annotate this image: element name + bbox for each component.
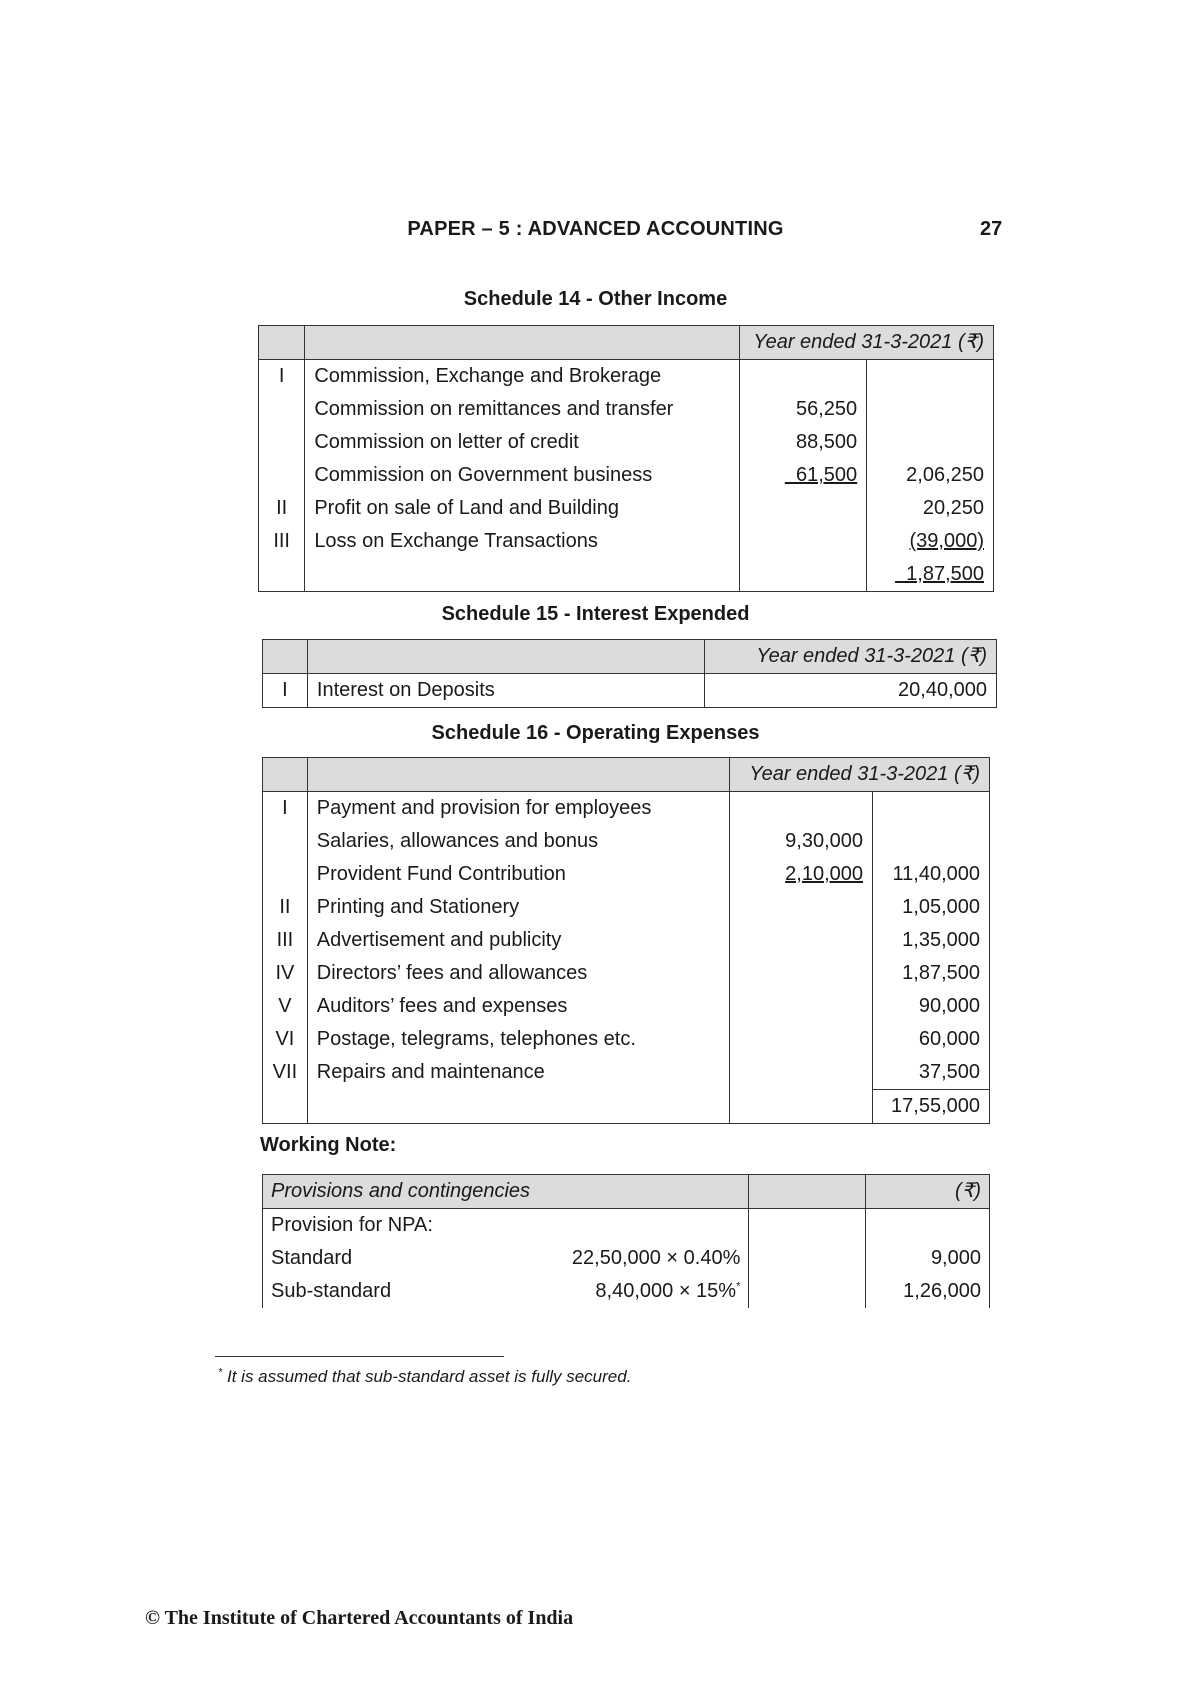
- row-description: Commission on Government business: [305, 459, 740, 492]
- schedule-15-title: Schedule 15 - Interest Expended: [441, 603, 750, 625]
- working-note-label: Working Note:: [260, 1134, 397, 1156]
- row-amount-total: 1,35,000: [873, 924, 990, 957]
- table-row: [263, 792, 990, 826]
- row-amount-total: [873, 825, 990, 858]
- table-row: [259, 525, 994, 558]
- table-header-row: [263, 640, 997, 674]
- table-row: [263, 1056, 990, 1090]
- schedule-16-title: Schedule 16 - Operating Expenses: [431, 722, 760, 744]
- footnote-marker: *: [736, 1280, 741, 1293]
- row-amount-sub: 61,500: [784, 464, 858, 486]
- row-amount-total: 60,000: [873, 1023, 990, 1056]
- working-note-header: Provisions and contingencies: [263, 1175, 749, 1209]
- row-amount-total: 9,000: [866, 1242, 990, 1275]
- row-amount-total: 20,40,000: [705, 674, 997, 708]
- row-description: Commission on remittances and transfer: [305, 393, 740, 426]
- row-amount-total: 1,05,000: [873, 891, 990, 924]
- row-amount-total: [866, 1209, 990, 1243]
- row-number: [259, 393, 305, 426]
- table-row-total: [259, 558, 994, 592]
- row-amount-sub: [730, 957, 873, 990]
- row-amount-total: 11,40,000: [873, 858, 990, 891]
- row-description: Profit on sale of Land and Building: [305, 492, 740, 525]
- table-header-row: [263, 758, 990, 792]
- table-row: [263, 858, 990, 891]
- row-number: I: [263, 674, 308, 708]
- row-amount-sub: [730, 891, 873, 924]
- row-number: III: [259, 525, 305, 558]
- table-row: [263, 825, 990, 858]
- row-number: II: [259, 492, 305, 525]
- row-amount-total: (39,000): [909, 530, 984, 552]
- row-description: Sub-standard 8,40,000 × 15%*: [263, 1275, 749, 1308]
- row-amount-total: [873, 792, 990, 826]
- row-number: [263, 858, 308, 891]
- row-amount-sub: [730, 1090, 873, 1124]
- year-header: Year ended 31-3-2021 (₹): [705, 640, 997, 674]
- table-row: [259, 393, 994, 426]
- row-description: Provident Fund Contribution: [307, 858, 729, 891]
- row-description: Payment and provision for employees: [307, 792, 729, 826]
- row-description: Advertisement and publicity: [307, 924, 729, 957]
- row-amount-sub: [730, 924, 873, 957]
- row-amount-sub: [730, 792, 873, 826]
- row-amount-sub: [740, 558, 867, 592]
- row-description: Commission, Exchange and Brokerage: [305, 360, 740, 394]
- table-row: [259, 459, 994, 492]
- row-number: VII: [263, 1056, 308, 1090]
- row-description: Printing and Stationery: [307, 891, 729, 924]
- row-description: Commission on letter of credit: [305, 426, 740, 459]
- table-row: [259, 426, 994, 459]
- working-note-table: [262, 1174, 990, 1308]
- row-amount-sub: [730, 1056, 873, 1090]
- row-number: IV: [263, 957, 308, 990]
- table-row-total: [263, 1090, 990, 1124]
- row-amount-sub: [740, 360, 867, 394]
- table-row: [259, 360, 994, 394]
- row-number: I: [263, 792, 308, 826]
- row-description: Salaries, allowances and bonus: [307, 825, 729, 858]
- row-amount-total: 1,87,500: [873, 957, 990, 990]
- table-row: [263, 1242, 990, 1275]
- grand-total: 1,87,500: [895, 563, 984, 585]
- row-number: VI: [263, 1023, 308, 1056]
- row-description: [307, 1090, 729, 1124]
- row-number: [263, 825, 308, 858]
- row-amount-sub: 88,500: [740, 426, 867, 459]
- currency-unit: (₹): [866, 1175, 990, 1209]
- schedule-16-table: [262, 757, 990, 1124]
- row-amount-total: 90,000: [873, 990, 990, 1023]
- table-row: [263, 674, 997, 708]
- footnote-divider: [215, 1356, 504, 1357]
- row-number: II: [263, 891, 308, 924]
- row-amount-total: 37,500: [873, 1056, 990, 1090]
- row-description: Repairs and maintenance: [307, 1056, 729, 1090]
- copyright-footer: © The Institute of Chartered Accountants of India: [145, 1607, 574, 1629]
- row-description: Directors’ fees and allowances: [307, 957, 729, 990]
- row-description: Auditors’ fees and expenses: [307, 990, 729, 1023]
- page-number: 27: [980, 218, 1003, 240]
- row-amount-sub: [730, 990, 873, 1023]
- footnote-text: It is assumed that sub-standard asset is fully secured.: [227, 1367, 632, 1386]
- row-amount-total: [867, 393, 994, 426]
- row-amount-sub: [730, 1023, 873, 1056]
- row-number: [263, 1090, 308, 1124]
- row-calculation: 22,50,000 × 0.40%: [571, 1247, 741, 1269]
- row-amount-total: 1,26,000: [866, 1275, 990, 1308]
- page-title: PAPER – 5 : ADVANCED ACCOUNTING: [407, 218, 784, 240]
- table-row: [263, 924, 990, 957]
- row-description: Loss on Exchange Transactions: [305, 525, 740, 558]
- row-description: [305, 558, 740, 592]
- table-row: [259, 492, 994, 525]
- row-amount-total: [867, 360, 994, 394]
- table-row: [263, 891, 990, 924]
- row-number: [259, 558, 305, 592]
- row-description: Interest on Deposits: [307, 674, 704, 708]
- row-number: III: [263, 924, 308, 957]
- schedule-14-title: Schedule 14 - Other Income: [463, 288, 728, 310]
- row-amount-total: [867, 426, 994, 459]
- schedule-15-table: [262, 639, 997, 708]
- row-number: [259, 426, 305, 459]
- row-amount-sub: 9,30,000: [730, 825, 873, 858]
- row-amount-sub: 2,10,000: [785, 863, 863, 885]
- table-row: [263, 1275, 990, 1308]
- year-header: Year ended 31-3-2021 (₹): [740, 326, 994, 360]
- table-header-row: [259, 326, 994, 360]
- row-description: Postage, telegrams, telephones etc.: [307, 1023, 729, 1056]
- row-amount-sub: 56,250: [740, 393, 867, 426]
- grand-total: 17,55,000: [873, 1090, 990, 1124]
- footnote: [218, 1367, 631, 1387]
- row-amount-total: 20,250: [867, 492, 994, 525]
- table-row: [263, 1023, 990, 1056]
- row-amount-total: 2,06,250: [867, 459, 994, 492]
- row-calculation: 8,40,000 × 15%*: [595, 1280, 741, 1302]
- table-row: [263, 957, 990, 990]
- row-number: V: [263, 990, 308, 1023]
- schedule-14-table: [258, 325, 994, 592]
- year-header: Year ended 31-3-2021 (₹): [730, 758, 990, 792]
- row-amount-sub: [740, 492, 867, 525]
- table-row: [263, 990, 990, 1023]
- row-number: [259, 459, 305, 492]
- row-amount-sub: [740, 525, 867, 558]
- table-header-row: [263, 1175, 990, 1209]
- row-description: Standard 22,50,000 × 0.40%: [263, 1242, 749, 1275]
- table-row: [263, 1209, 990, 1243]
- row-number: I: [259, 360, 305, 394]
- row-description: Provision for NPA:: [263, 1209, 749, 1243]
- footnote-marker: *: [218, 1366, 223, 1379]
